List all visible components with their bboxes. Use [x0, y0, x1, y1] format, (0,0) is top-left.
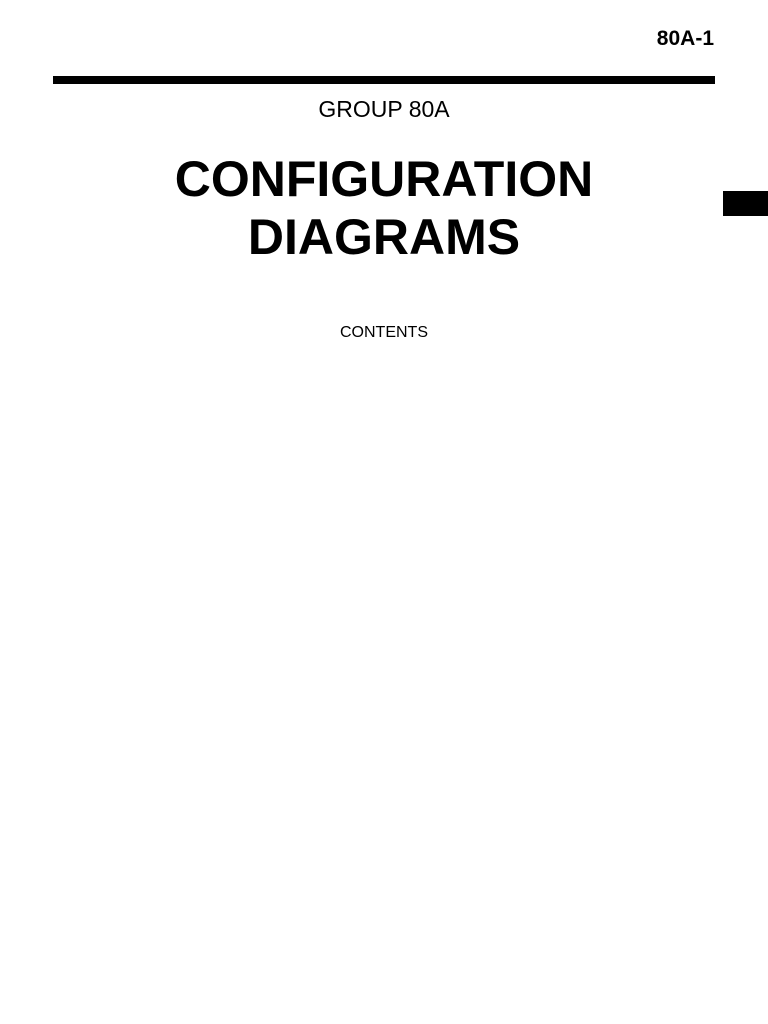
title-line-2: DIAGRAMS [247, 209, 521, 265]
page-number: 80A-1 [656, 27, 714, 50]
contents-heading: CONTENTS [340, 324, 428, 341]
page-title [0, 150, 768, 266]
group-title: GROUP 80A [318, 96, 450, 122]
title-line-1: CONFIGURATION [174, 151, 594, 207]
header-rule [53, 76, 715, 84]
